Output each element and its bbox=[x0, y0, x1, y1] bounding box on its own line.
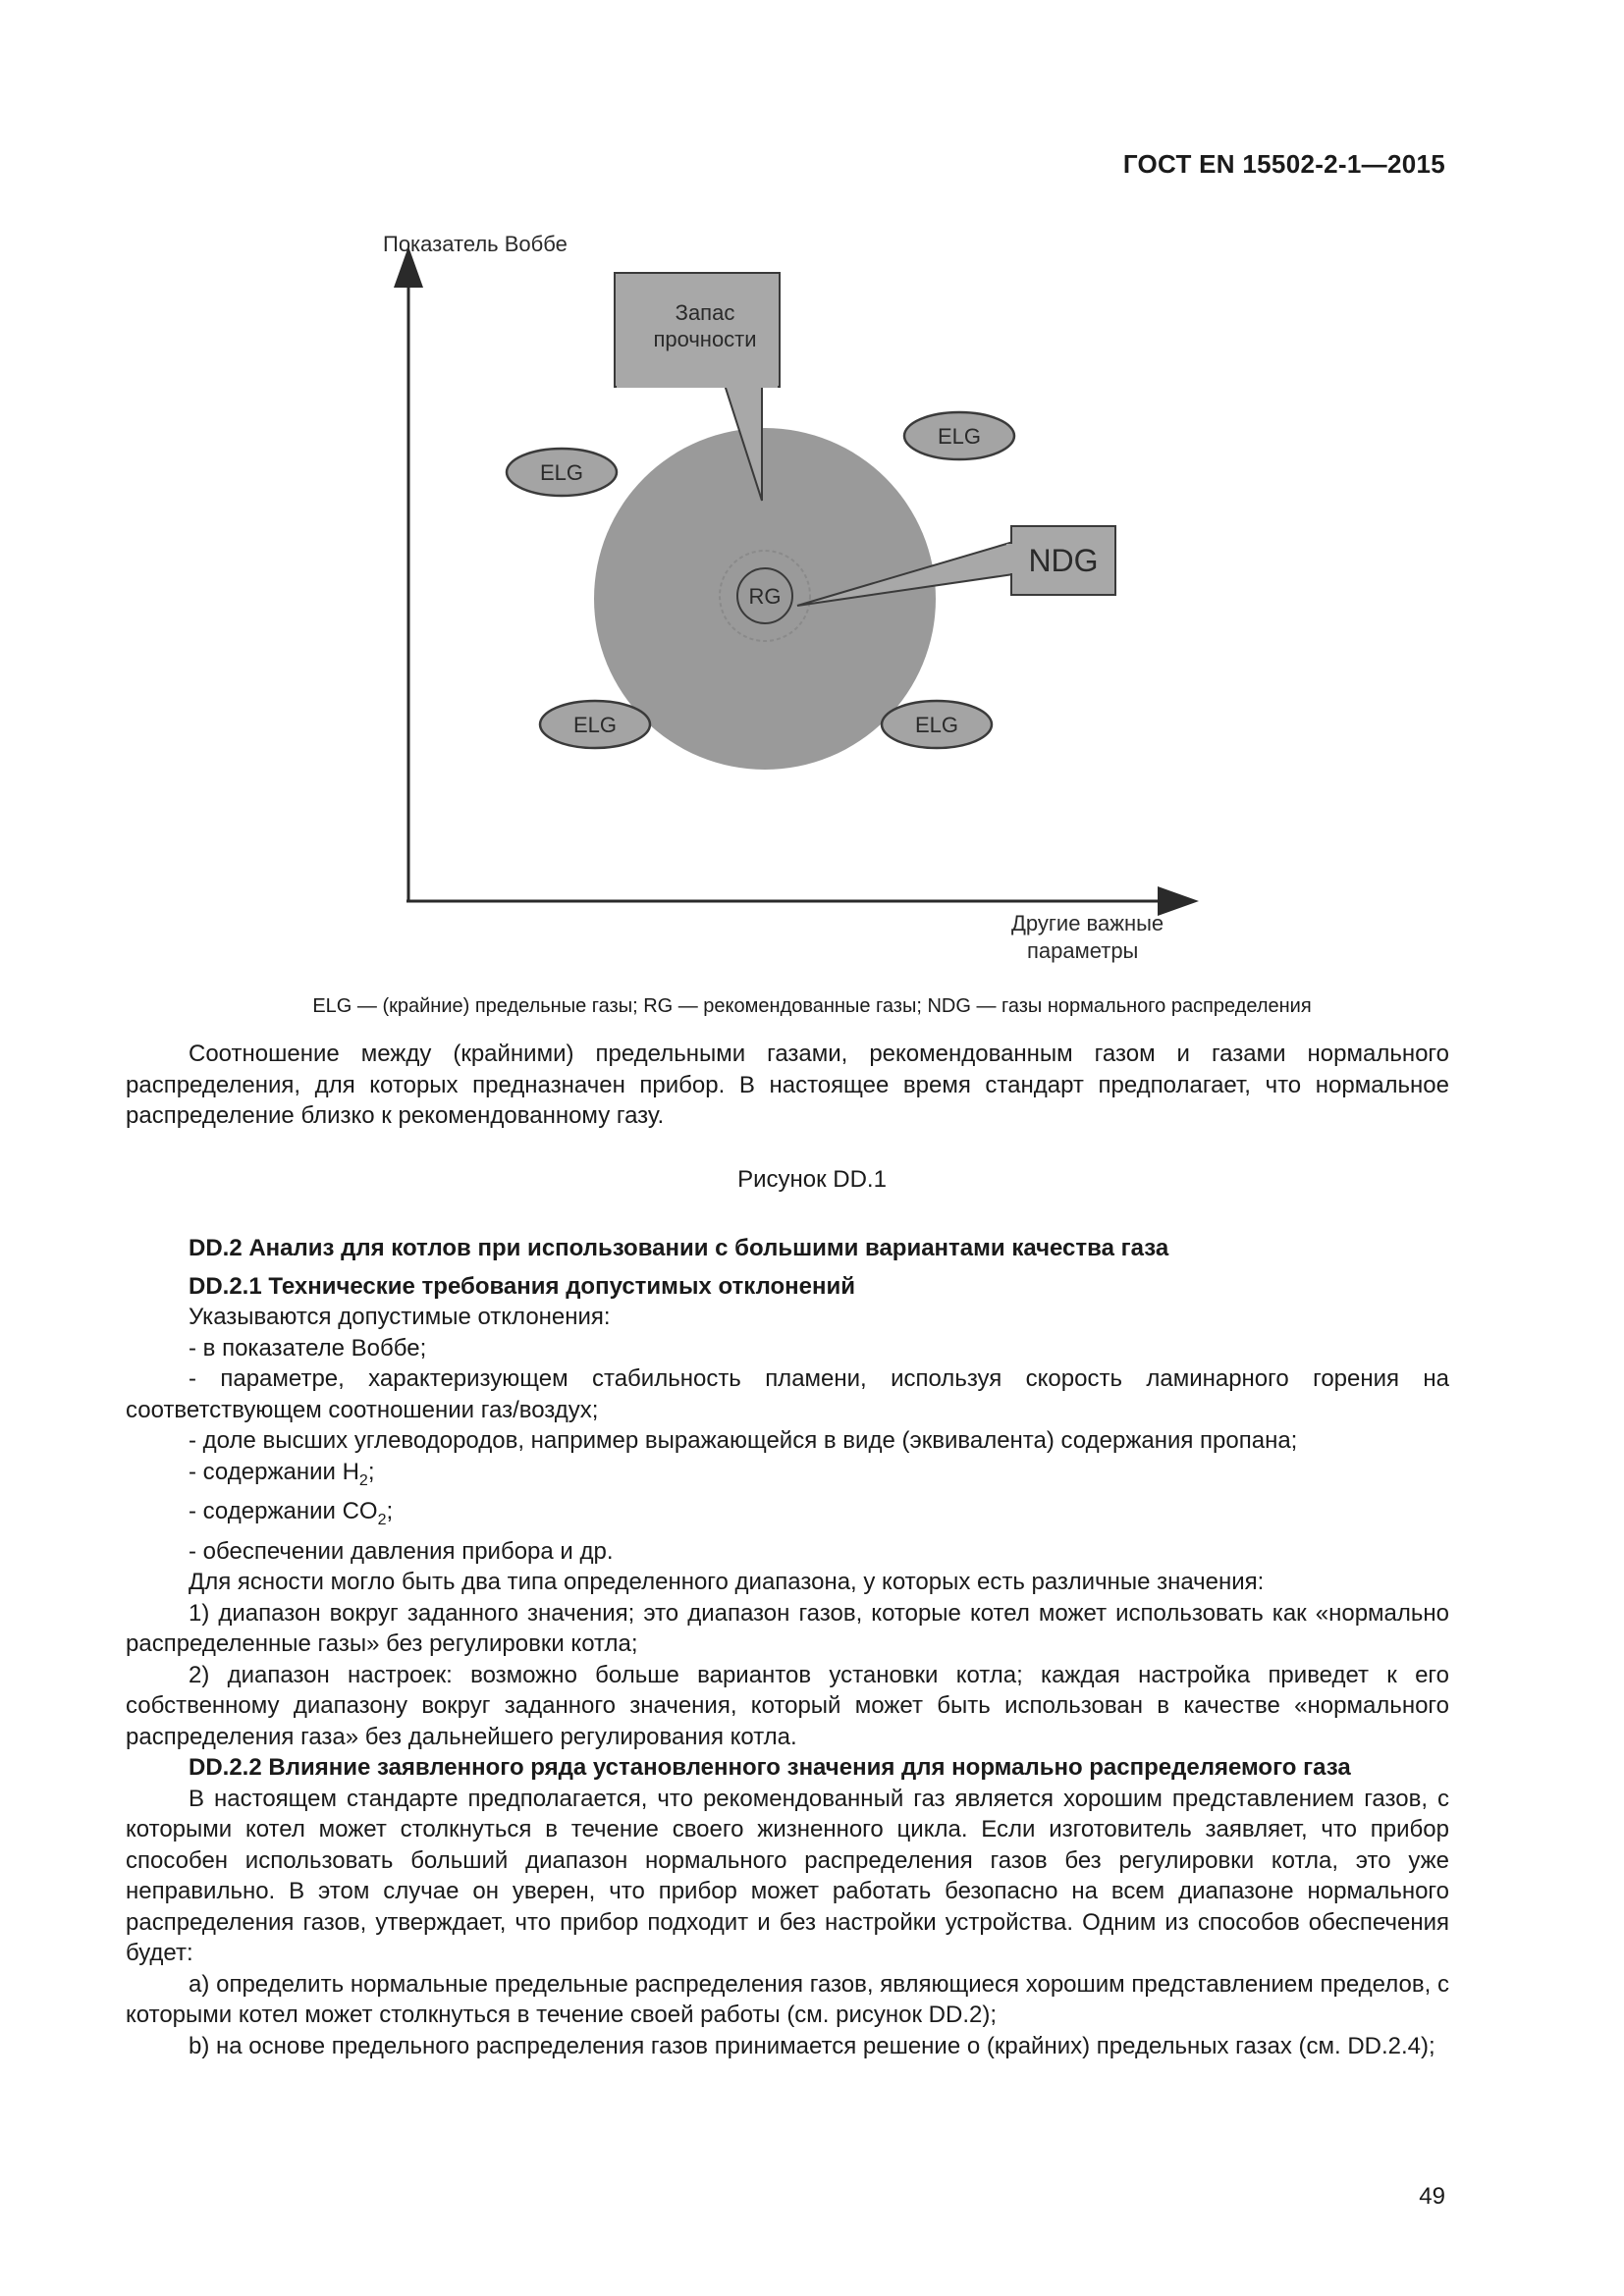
step-item-b: b) на основе предельного распределения газов принимается решение о (крайних) предельных газах (см. DD.2.4); bbox=[189, 2032, 1435, 2059]
range-item-2: 2) диапазон настроек: возможно больше вариантов установки котла; каждая настройка приведет к его собственному диапазону вокруг заданного значения, который может быть использован в качестве «нормального распределения газа» без дальнейшего регулирования котла. bbox=[126, 1661, 1449, 1750]
figure-caption: Рисунок DD.1 bbox=[737, 1166, 887, 1193]
dd2-2-paragraph: В настоящем стандарте предполагается, что рекомендованный газ является хорошим представлением газов, с которыми котел может столкнуться в течение своего жизненного цикла. Если изготовитель заявляет, что прибор способен использовать больший диапазон нормального распределения газов без регулировки котла, это уже неправильно. В этом случае он уверен, что прибор может работать безопасно на всем диапазоне нормального распределения газов, утверждает, что прибор подходит и без настройки устройства. Одним из способов обеспечения будет: bbox=[126, 1785, 1449, 1966]
y-axis-label: Показатель Воббе bbox=[383, 232, 568, 256]
rg-label: RG bbox=[748, 584, 782, 609]
elg-label-bottom-right: ELG bbox=[914, 713, 959, 737]
list-item: - параметре, характеризующем стабильность пламени, используя скорость ламинарного горения на соответствующем соотношении газ/воздух; bbox=[126, 1365, 1449, 1423]
list-item: - в показателе Воббе; bbox=[189, 1334, 427, 1362]
elg-label-top-right: ELG bbox=[937, 424, 982, 449]
section-heading-dd2-2: DD.2.2 Влияние заявленного ряда установленного значения для нормально распределяемого газа bbox=[189, 1754, 1351, 1781]
elg-label-top-left: ELG bbox=[539, 460, 584, 485]
range-item-1: 1) диапазон вокруг заданного значения; это диапазон газов, которые котел может использовать как «нормально распределенные газы» без регулировки котла; bbox=[126, 1599, 1449, 1657]
x-axis-label-line1: Другие важные bbox=[1011, 911, 1164, 935]
page-number: 49 bbox=[1419, 2183, 1445, 2210]
clarity-paragraph: Для ясности могло быть два типа определенного диапазона, у которых есть различные значения: bbox=[189, 1569, 1265, 1595]
step-item-a: a) определить нормальные предельные распределения газов, являющиеся хорошим представлением пределов, с которыми котел может столкнуться в течение своей работы (см. рисунок DD.2); bbox=[126, 1970, 1449, 2028]
section-heading-dd2-1: DD.2.1 Технические требования допустимых отклонений bbox=[189, 1272, 856, 1300]
ndg-label: NDG bbox=[1028, 543, 1099, 578]
figure-legend: ELG — (крайние) предельные газы; RG — рекомендованные газы; NDG — газы нормального распределения bbox=[312, 995, 1312, 1017]
list-item-co2: - содержании $CO_2$; bbox=[189, 1498, 394, 1528]
list-item: - доле высших углеводородов, например выражающейся в виде (эквивалента) содержания пропана; bbox=[189, 1427, 1298, 1454]
list-item: - обеспечении давления прибора и др. bbox=[189, 1537, 614, 1565]
figure-dd1 bbox=[0, 0, 1624, 991]
tolerances-intro: Указываются допустимые отклонения: bbox=[189, 1304, 611, 1330]
section-dd2 bbox=[126, 1233, 1449, 2061]
document-code: ГОСТ EN 15502-2-1—2015 bbox=[1122, 149, 1445, 179]
intro-paragraph: Соотношение между (крайними) предельными газами, рекомендованным газом и газами нормального распределения, для которых предназначен прибор. В настоящее время стандарт предполагает, что нормальное распределение близко к рекомендованному газу. bbox=[126, 1041, 1449, 1129]
margin-callout-text-line2: прочности bbox=[653, 327, 757, 351]
section-heading-dd2: DD.2 Анализ для котлов при использовании с большими вариантами качества газа bbox=[189, 1235, 1169, 1261]
x-axis-label-line2: параметры bbox=[1027, 938, 1139, 963]
elg-label-bottom-left: ELG bbox=[572, 713, 618, 737]
margin-callout-text-line1: Запас bbox=[675, 300, 735, 325]
intro-block bbox=[126, 1039, 1449, 1132]
list-item-h2: - содержании $H_2$; bbox=[189, 1458, 375, 1489]
